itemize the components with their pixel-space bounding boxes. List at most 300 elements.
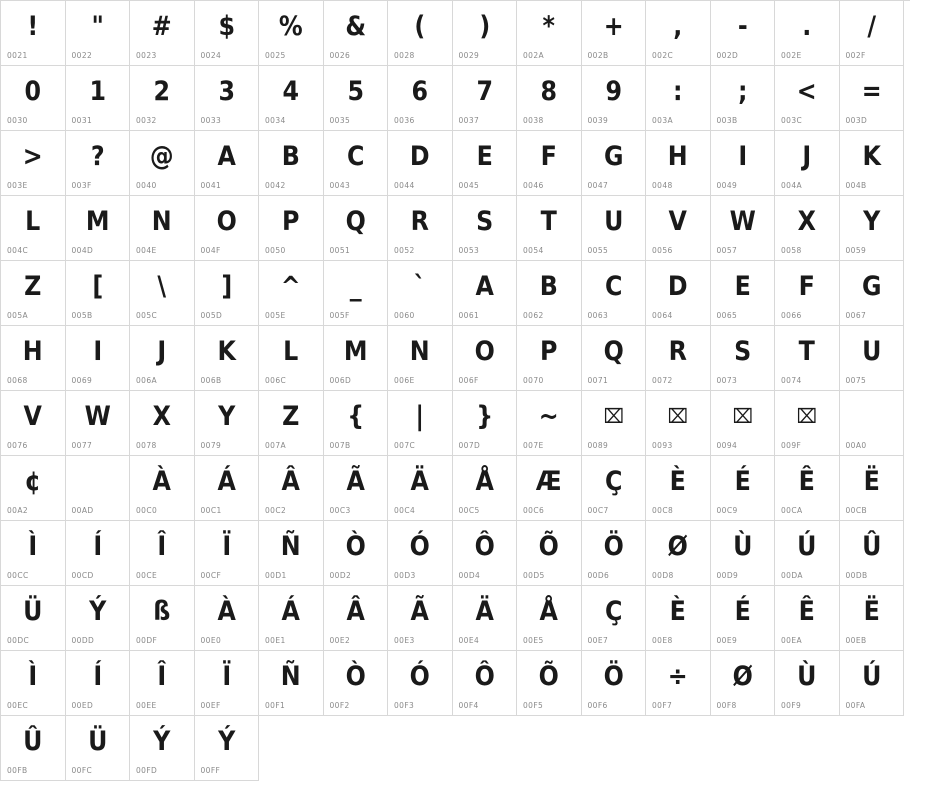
glyph-codepoint-label: 00C1	[200, 506, 222, 515]
glyph-cell-00DC[interactable]	[1, 586, 66, 651]
glyph-codepoint-label: 006F	[458, 376, 479, 385]
glyph-cell-00AD[interactable]	[66, 456, 131, 521]
glyph-character: J	[802, 140, 812, 172]
glyph-cell-00FC[interactable]	[66, 716, 131, 781]
glyph-cell-00DD[interactable]	[66, 586, 131, 651]
glyph-cell-009F[interactable]	[775, 391, 840, 456]
glyph-cell-00A2[interactable]	[1, 456, 66, 521]
glyph-codepoint-label: 00CF	[200, 571, 222, 580]
glyph-cell-005C[interactable]	[130, 261, 195, 326]
glyph-cell-00E5[interactable]	[517, 586, 582, 651]
glyph-cell-0054[interactable]	[517, 196, 582, 261]
glyph-character: Ì	[28, 660, 38, 692]
glyph-cell-0063[interactable]	[582, 261, 647, 326]
glyph-codepoint-label: 0079	[200, 441, 222, 450]
glyph-codepoint-label: 00C7	[587, 506, 609, 515]
glyph-cell-00F6[interactable]	[582, 651, 647, 716]
glyph-cell-00FF[interactable]	[195, 716, 260, 781]
glyph-cell-003B[interactable]	[711, 66, 776, 131]
glyph-cell-003E[interactable]	[1, 131, 66, 196]
glyph-cell-007A[interactable]	[259, 391, 324, 456]
glyph-cell-00EA[interactable]	[775, 586, 840, 651]
glyph-character: O	[474, 335, 495, 367]
glyph-cell-00C9[interactable]	[711, 456, 776, 521]
glyph-cell-0067[interactable]	[840, 261, 905, 326]
glyph-cell-00CC[interactable]	[1, 521, 66, 586]
glyph-codepoint-label: 0062	[523, 311, 544, 320]
glyph-character: =	[861, 75, 882, 107]
glyph-cell-0056[interactable]	[646, 196, 711, 261]
glyph-character: !	[27, 10, 39, 42]
glyph-cell-0042[interactable]	[259, 131, 324, 196]
glyph-codepoint-label: 007A	[265, 441, 287, 450]
glyph-cell-0071[interactable]	[582, 326, 647, 391]
glyph-codepoint-label: 00DA	[781, 571, 803, 580]
glyph-character: ]	[220, 270, 232, 302]
glyph-character: `	[413, 270, 426, 302]
glyph-cell-0022[interactable]	[66, 1, 131, 66]
glyph-cell-00E4[interactable]	[453, 586, 518, 651]
glyph-cell-0074[interactable]	[775, 326, 840, 391]
glyph-codepoint-label: 00F4	[458, 701, 479, 710]
glyph-cell-0065[interactable]	[711, 261, 776, 326]
glyph-cell-00ED[interactable]	[66, 651, 131, 716]
glyph-cell-0049[interactable]	[711, 131, 776, 196]
glyph-character: À	[152, 465, 171, 497]
glyph-cell-0037[interactable]	[453, 66, 518, 131]
glyph-cell-002B[interactable]	[582, 1, 647, 66]
glyph-cell-00C8[interactable]	[646, 456, 711, 521]
glyph-cell-00EE[interactable]	[130, 651, 195, 716]
glyph-cell-00D2[interactable]	[324, 521, 389, 586]
glyph-codepoint-label: 0032	[136, 116, 157, 125]
glyph-codepoint-label: 00EF	[200, 701, 221, 710]
glyph-character: |	[415, 400, 425, 432]
glyph-character: ~	[538, 400, 559, 432]
glyph-codepoint-label: 002A	[523, 51, 545, 60]
glyph-cell-0047[interactable]	[582, 131, 647, 196]
glyph-codepoint-label: 00CD	[71, 571, 94, 580]
glyph-cell-00DA[interactable]	[775, 521, 840, 586]
glyph-cell-0094[interactable]	[711, 391, 776, 456]
glyph-cell-0059[interactable]	[840, 196, 905, 261]
glyph-character: Ñ	[280, 660, 301, 692]
glyph-character: Û	[23, 725, 43, 757]
glyph-cell-00FB[interactable]	[1, 716, 66, 781]
glyph-character: Â	[281, 465, 300, 497]
glyph-cell-0026[interactable]	[324, 1, 389, 66]
glyph-cell-00E9[interactable]	[711, 586, 776, 651]
glyph-character: ⌧	[732, 404, 753, 428]
glyph-character: R	[410, 205, 429, 237]
glyph-codepoint-label: 00EC	[7, 701, 29, 710]
glyph-cell-0045[interactable]	[453, 131, 518, 196]
glyph-codepoint-label: 002B	[587, 51, 609, 60]
glyph-cell-00CB[interactable]	[840, 456, 905, 521]
glyph-character: X	[797, 205, 816, 237]
glyph-cell-0036[interactable]	[388, 66, 453, 131]
glyph-codepoint-label: 0061	[458, 311, 480, 320]
glyph-cell-00F3[interactable]	[388, 651, 453, 716]
glyph-cell-00CD[interactable]	[66, 521, 131, 586]
glyph-cell-0057[interactable]	[711, 196, 776, 261]
glyph-cell-00F7[interactable]	[646, 651, 711, 716]
glyph-character: ,	[673, 10, 683, 42]
glyph-character: N	[151, 205, 172, 237]
glyph-cell-003D[interactable]	[840, 66, 905, 131]
glyph-codepoint-label: 0089	[587, 441, 609, 450]
glyph-codepoint-label: 004C	[7, 246, 29, 255]
glyph-cell-00F5[interactable]	[517, 651, 582, 716]
glyph-cell-005E[interactable]	[259, 261, 324, 326]
glyph-cell-007B[interactable]	[324, 391, 389, 456]
glyph-cell-004D[interactable]	[66, 196, 131, 261]
glyph-cell-0070[interactable]	[517, 326, 582, 391]
glyph-codepoint-label: 0059	[845, 246, 867, 255]
glyph-cell-002D[interactable]	[711, 1, 776, 66]
glyph-character: )	[478, 10, 490, 42]
glyph-codepoint-label: 003C	[781, 116, 803, 125]
glyph-codepoint-label: 00D4	[458, 571, 481, 580]
glyph-cell-00EF[interactable]	[195, 651, 260, 716]
glyph-cell-00F9[interactable]	[775, 651, 840, 716]
glyph-codepoint-label: 00D1	[265, 571, 287, 580]
glyph-cell-0058[interactable]	[775, 196, 840, 261]
glyph-character: W	[84, 400, 111, 432]
glyph-cell-0093[interactable]	[646, 391, 711, 456]
glyph-cell-006E[interactable]	[388, 326, 453, 391]
glyph-cell-0039[interactable]	[582, 66, 647, 131]
glyph-cell-00D1[interactable]	[259, 521, 324, 586]
glyph-codepoint-label: 006E	[394, 376, 415, 385]
glyph-cell-00DF[interactable]	[130, 586, 195, 651]
glyph-character: 4	[282, 75, 300, 107]
glyph-character: ⌧	[603, 404, 624, 428]
glyph-character: Ï	[221, 530, 231, 562]
glyph-cell-00F2[interactable]	[324, 651, 389, 716]
glyph-cell-00D6[interactable]	[582, 521, 647, 586]
glyph-cell-00CF[interactable]	[195, 521, 260, 586]
glyph-cell-00C2[interactable]	[259, 456, 324, 521]
glyph-character: D	[667, 270, 688, 302]
glyph-character: Í	[92, 530, 102, 562]
glyph-cell-003F[interactable]	[66, 131, 131, 196]
glyph-cell-0068[interactable]	[1, 326, 66, 391]
glyph-character: Ú	[861, 660, 881, 692]
glyph-cell-00E0[interactable]	[195, 586, 260, 651]
glyph-cell-00CA[interactable]	[775, 456, 840, 521]
glyph-character: Ô	[474, 660, 495, 692]
glyph-cell-005B[interactable]	[66, 261, 131, 326]
glyph-codepoint-label: 00CC	[7, 571, 29, 580]
glyph-codepoint-label: 006D	[329, 376, 352, 385]
glyph-character: ⌧	[796, 404, 817, 428]
glyph-character: ÷	[667, 660, 688, 692]
glyph-character: (	[414, 10, 426, 42]
glyph-cell-0041[interactable]	[195, 131, 260, 196]
glyph-cell-004B[interactable]	[840, 131, 905, 196]
glyph-codepoint-label: 0052	[394, 246, 415, 255]
glyph-codepoint-label: 00D6	[587, 571, 610, 580]
glyph-character: V	[23, 400, 42, 432]
glyph-cell-0055[interactable]	[582, 196, 647, 261]
glyph-codepoint-label: 00E1	[265, 636, 286, 645]
glyph-codepoint-label: 00E9	[716, 636, 738, 645]
glyph-cell-0077[interactable]	[66, 391, 131, 456]
glyph-codepoint-label: 003E	[7, 181, 28, 190]
glyph-cell-00DB[interactable]	[840, 521, 905, 586]
glyph-codepoint-label: 003B	[716, 116, 738, 125]
glyph-cell-0079[interactable]	[195, 391, 260, 456]
glyph-cell-00D8[interactable]	[646, 521, 711, 586]
glyph-cell-0033[interactable]	[195, 66, 260, 131]
glyph-codepoint-label: 00C8	[652, 506, 674, 515]
glyph-character: Ö	[603, 530, 624, 562]
glyph-character: Ê	[798, 595, 815, 627]
glyph-character: G	[603, 140, 623, 172]
glyph-codepoint-label: 0051	[329, 246, 351, 255]
glyph-cell-0072[interactable]	[646, 326, 711, 391]
glyph-codepoint-label: 00F2	[329, 701, 350, 710]
glyph-cell-0040[interactable]	[130, 131, 195, 196]
glyph-cell-004C[interactable]	[1, 196, 66, 261]
glyph-cell-002E[interactable]	[775, 1, 840, 66]
glyph-character: Y	[862, 205, 880, 237]
glyph-character: K	[217, 335, 236, 367]
glyph-codepoint-label: 0067	[845, 311, 867, 320]
glyph-codepoint-label: 00F8	[716, 701, 737, 710]
glyph-character: J	[157, 335, 167, 367]
glyph-cell-00C1[interactable]	[195, 456, 260, 521]
glyph-cell-0050[interactable]	[259, 196, 324, 261]
glyph-cell-002F[interactable]	[840, 1, 905, 66]
glyph-cell-006C[interactable]	[259, 326, 324, 391]
glyph-character: Ë	[863, 465, 880, 497]
glyph-codepoint-label: 0053	[458, 246, 480, 255]
glyph-character: 9	[604, 75, 622, 107]
glyph-cell-0060[interactable]	[388, 261, 453, 326]
glyph-codepoint-label: 00CA	[781, 506, 803, 515]
glyph-codepoint-label: 0073	[716, 376, 738, 385]
glyph-character: Ã	[410, 595, 429, 627]
glyph-codepoint-label: 0029	[458, 51, 480, 60]
glyph-codepoint-label: 0043	[329, 181, 351, 190]
glyph-character: X	[152, 400, 171, 432]
glyph-codepoint-label: 00A0	[845, 441, 867, 450]
glyph-codepoint-label: 0066	[781, 311, 802, 320]
glyph-cell-00EB[interactable]	[840, 586, 905, 651]
glyph-cell-0030[interactable]	[1, 66, 66, 131]
glyph-codepoint-label: 0055	[587, 246, 609, 255]
glyph-character: K	[862, 140, 881, 172]
glyph-cell-005A[interactable]	[1, 261, 66, 326]
glyph-character: F	[540, 140, 557, 172]
glyph-cell-0023[interactable]	[130, 1, 195, 66]
glyph-cell-00F8[interactable]	[711, 651, 776, 716]
glyph-cell-00E3[interactable]	[388, 586, 453, 651]
glyph-cell-00C6[interactable]	[517, 456, 582, 521]
glyph-codepoint-label: 004F	[200, 246, 221, 255]
glyph-cell-0066[interactable]	[775, 261, 840, 326]
glyph-character: Ó	[409, 660, 430, 692]
glyph-character: Æ	[535, 465, 562, 497]
glyph-cell-00F4[interactable]	[453, 651, 518, 716]
glyph-character: E	[734, 270, 751, 302]
glyph-cell-0048[interactable]	[646, 131, 711, 196]
glyph-cell-0062[interactable]	[517, 261, 582, 326]
glyph-cell-0034[interactable]	[259, 66, 324, 131]
glyph-character: F	[798, 270, 815, 302]
glyph-cell-00EC[interactable]	[1, 651, 66, 716]
glyph-cell-00E1[interactable]	[259, 586, 324, 651]
glyph-cell-002A[interactable]	[517, 1, 582, 66]
glyph-character: U	[861, 335, 881, 367]
glyph-character: Ê	[798, 465, 815, 497]
glyph-cell-003A[interactable]	[646, 66, 711, 131]
glyph-codepoint-label: 00F6	[587, 701, 608, 710]
glyph-cell-0075[interactable]	[840, 326, 905, 391]
glyph-cell-0078[interactable]	[130, 391, 195, 456]
glyph-cell-0061[interactable]	[453, 261, 518, 326]
glyph-cell-00C7[interactable]	[582, 456, 647, 521]
glyph-codepoint-label: 0060	[394, 311, 415, 320]
glyph-cell-0073[interactable]	[711, 326, 776, 391]
glyph-character: Q	[345, 205, 366, 237]
glyph-cell-0064[interactable]	[646, 261, 711, 326]
glyph-codepoint-label: 009F	[781, 441, 802, 450]
glyph-codepoint-label: 0068	[7, 376, 28, 385]
glyph-character: È	[669, 465, 686, 497]
glyph-cell-00D9[interactable]	[711, 521, 776, 586]
glyph-character: G	[861, 270, 881, 302]
glyph-character: N	[409, 335, 430, 367]
glyph-cell-00C3[interactable]	[324, 456, 389, 521]
glyph-character: B	[281, 140, 300, 172]
glyph-character: Å	[475, 465, 494, 497]
glyph-cell-006B[interactable]	[195, 326, 260, 391]
glyph-cell-00C4[interactable]	[388, 456, 453, 521]
glyph-cell-0035[interactable]	[324, 66, 389, 131]
glyph-cell-0038[interactable]	[517, 66, 582, 131]
glyph-character: 3	[217, 75, 235, 107]
glyph-cell-0032[interactable]	[130, 66, 195, 131]
glyph-cell-00F1[interactable]	[259, 651, 324, 716]
glyph-codepoint-label: 0033	[200, 116, 222, 125]
glyph-cell-0031[interactable]	[66, 66, 131, 131]
glyph-cell-003C[interactable]	[775, 66, 840, 131]
glyph-codepoint-label: 00F3	[394, 701, 415, 710]
glyph-codepoint-label: 0034	[265, 116, 286, 125]
glyph-cell-006A[interactable]	[130, 326, 195, 391]
glyph-character: ?	[90, 140, 105, 172]
glyph-cell-005D[interactable]	[195, 261, 260, 326]
glyph-codepoint-label: 00C3	[329, 506, 351, 515]
glyph-cell-00FA[interactable]	[840, 651, 905, 716]
glyph-cell-0044[interactable]	[388, 131, 453, 196]
glyph-cell-0046[interactable]	[517, 131, 582, 196]
glyph-cell-005F[interactable]	[324, 261, 389, 326]
glyph-cell-007E[interactable]	[517, 391, 582, 456]
glyph-codepoint-label: 005B	[71, 311, 93, 320]
glyph-cell-00D3[interactable]	[388, 521, 453, 586]
glyph-cell-0053[interactable]	[453, 196, 518, 261]
glyph-cell-00C0[interactable]	[130, 456, 195, 521]
glyph-character: Ü	[87, 725, 107, 757]
glyph-codepoint-label: 00E0	[200, 636, 222, 645]
glyph-character: C	[604, 270, 622, 302]
glyph-cell-004E[interactable]	[130, 196, 195, 261]
glyph-codepoint-label: 00ED	[71, 701, 94, 710]
glyph-codepoint-label: 007D	[458, 441, 481, 450]
glyph-cell-004F[interactable]	[195, 196, 260, 261]
glyph-cell-0028[interactable]	[388, 1, 453, 66]
glyph-cell-0021[interactable]	[1, 1, 66, 66]
glyph-codepoint-label: 0050	[265, 246, 286, 255]
glyph-codepoint-label: 0025	[265, 51, 286, 60]
glyph-cell-006D[interactable]	[324, 326, 389, 391]
glyph-cell-002C[interactable]	[646, 1, 711, 66]
glyph-character: Ñ	[280, 530, 301, 562]
glyph-cell-00E2[interactable]	[324, 586, 389, 651]
glyph-codepoint-label: 0064	[652, 311, 673, 320]
glyph-cell-0069[interactable]	[66, 326, 131, 391]
glyph-codepoint-label: 0038	[523, 116, 544, 125]
glyph-character: H	[667, 140, 688, 172]
glyph-character: Á	[281, 595, 300, 627]
glyph-cell-00E8[interactable]	[646, 586, 711, 651]
glyph-cell-0043[interactable]	[324, 131, 389, 196]
glyph-cell-0024[interactable]	[195, 1, 260, 66]
glyph-codepoint-label: 0023	[136, 51, 157, 60]
glyph-cell-00D5[interactable]	[517, 521, 582, 586]
glyph-cell-00CE[interactable]	[130, 521, 195, 586]
glyph-cell-0052[interactable]	[388, 196, 453, 261]
glyph-codepoint-label: 00EA	[781, 636, 803, 645]
glyph-character: Ï	[221, 660, 231, 692]
glyph-cell-007C[interactable]	[388, 391, 453, 456]
glyph-cell-0076[interactable]	[1, 391, 66, 456]
glyph-codepoint-label: 0030	[7, 116, 28, 125]
glyph-codepoint-label: 00D2	[329, 571, 352, 580]
glyph-cell-004A[interactable]	[775, 131, 840, 196]
glyph-cell-00FD[interactable]	[130, 716, 195, 781]
glyph-character: Ø	[732, 660, 753, 692]
glyph-cell-00A0[interactable]	[840, 391, 905, 456]
glyph-codepoint-label: 00EB	[845, 636, 867, 645]
glyph-cell-006F[interactable]	[453, 326, 518, 391]
glyph-codepoint-label: 002D	[716, 51, 739, 60]
glyph-cell-0029[interactable]	[453, 1, 518, 66]
glyph-character: .	[802, 10, 812, 42]
glyph-cell-007D[interactable]	[453, 391, 518, 456]
glyph-codepoint-label: 00EE	[136, 701, 157, 710]
glyph-codepoint-label: 006C	[265, 376, 287, 385]
glyph-cell-00C5[interactable]	[453, 456, 518, 521]
glyph-cell-0089[interactable]	[582, 391, 647, 456]
glyph-codepoint-label: 00FD	[136, 766, 158, 775]
glyph-cell-00E7[interactable]	[582, 586, 647, 651]
glyph-cell-0025[interactable]	[259, 1, 324, 66]
glyph-character: {	[346, 400, 364, 432]
glyph-character: ¢	[24, 465, 42, 497]
glyph-character: Ì	[28, 530, 38, 562]
glyph-character: 7	[475, 75, 493, 107]
glyph-character: Ý	[153, 725, 171, 757]
glyph-codepoint-label: 00F5	[523, 701, 544, 710]
glyph-character: M	[343, 335, 368, 367]
glyph-cell-00D4[interactable]	[453, 521, 518, 586]
glyph-cell-0051[interactable]	[324, 196, 389, 261]
